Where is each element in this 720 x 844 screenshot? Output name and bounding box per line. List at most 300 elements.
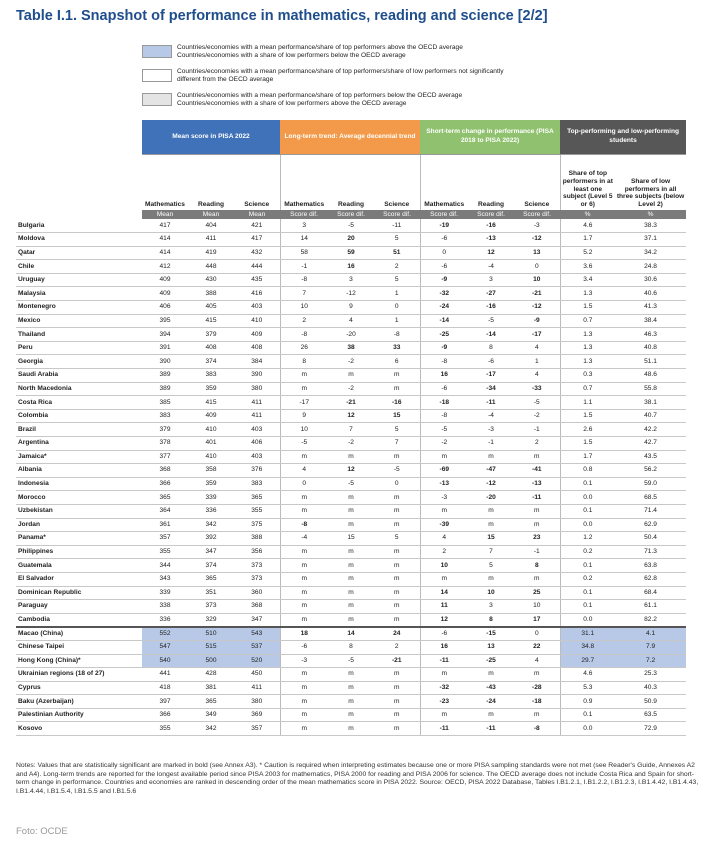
country-name: Colombia [16, 409, 142, 423]
legend [142, 44, 544, 116]
table-cell: 12 [328, 409, 374, 423]
table-cell: m [328, 695, 374, 709]
table-cell: 11 [420, 600, 468, 614]
table-cell: 0.1 [560, 708, 615, 722]
table-cell: 435 [234, 273, 280, 287]
table-cell: 419 [188, 246, 234, 260]
table-cell: 2 [514, 437, 560, 451]
table-cell: -9 [420, 341, 468, 355]
table-cell: m [328, 545, 374, 559]
table-cell: -20 [468, 491, 514, 505]
table-cell: m [374, 450, 420, 464]
unit-label: Score dif. [420, 210, 468, 219]
table-cell: 43.5 [615, 450, 686, 464]
table-cell: 410 [188, 423, 234, 437]
table-cell: 1 [514, 355, 560, 369]
table-cell: 40.8 [615, 341, 686, 355]
table-cell: 1.2 [560, 532, 615, 546]
table-cell: m [328, 600, 374, 614]
table-cell: 412 [142, 260, 188, 274]
table-cell: -2 [328, 437, 374, 451]
table-cell: 374 [188, 355, 234, 369]
table-cell: 14 [328, 627, 374, 641]
table-cell: 366 [142, 477, 188, 491]
table-cell: 4 [280, 464, 328, 478]
table-cell: -25 [468, 654, 514, 668]
country-name: Jamaica* [16, 450, 142, 464]
table-cell: -16 [468, 301, 514, 315]
table-cell: m [374, 586, 420, 600]
table-cell: 24 [374, 627, 420, 641]
table-cell: m [374, 559, 420, 573]
table-cell: 4 [514, 654, 560, 668]
table-cell: 13 [514, 246, 560, 260]
table-cell: 408 [188, 341, 234, 355]
table-cell: 411 [234, 396, 280, 410]
country-name: Qatar [16, 246, 142, 260]
table-cell: 383 [234, 477, 280, 491]
table-cell: 520 [234, 654, 280, 668]
table-cell: 365 [188, 695, 234, 709]
table-cell: m [374, 722, 420, 736]
table-cell: m [280, 722, 328, 736]
table-row [16, 314, 686, 328]
table-cell: m [328, 722, 374, 736]
table-row [16, 260, 686, 274]
table-cell: 4 [514, 369, 560, 383]
table-cell: 366 [142, 708, 188, 722]
table-cell: 4.1 [615, 627, 686, 641]
country-name: North Macedonia [16, 382, 142, 396]
table-cell: -17 [468, 369, 514, 383]
table-cell: 1.3 [560, 355, 615, 369]
table-cell: 4 [420, 532, 468, 546]
table-cell: 59 [328, 246, 374, 260]
table-cell: 401 [188, 437, 234, 451]
table-cell: -13 [420, 477, 468, 491]
table-cell: -8 [420, 355, 468, 369]
table-cell: -3 [280, 654, 328, 668]
table-cell: -18 [514, 695, 560, 709]
table-cell: m [328, 518, 374, 532]
table-cell: m [374, 668, 420, 682]
table-cell: -33 [514, 382, 560, 396]
table-cell: m [468, 708, 514, 722]
table-cell: 2 [374, 260, 420, 274]
column-header: Science [374, 154, 420, 210]
table-cell: 365 [188, 572, 234, 586]
legend-item-below [142, 92, 544, 116]
table-cell: -5 [328, 219, 374, 233]
table-cell: 355 [142, 545, 188, 559]
table-cell: m [468, 572, 514, 586]
table-cell: 428 [188, 668, 234, 682]
table-cell: -8 [280, 518, 328, 532]
table-cell: 379 [188, 328, 234, 342]
table-cell: 1.3 [560, 328, 615, 342]
table-cell: 421 [234, 219, 280, 233]
country-name: Guatemala [16, 559, 142, 573]
table-cell: -13 [468, 233, 514, 247]
country-name: Uzbekistan [16, 504, 142, 518]
table-cell: 50.4 [615, 532, 686, 546]
table-cell: -32 [420, 287, 468, 301]
country-name: El Salvador [16, 572, 142, 586]
unit-label: % [615, 210, 686, 219]
table-cell: -6 [420, 233, 468, 247]
table-cell: 63.5 [615, 708, 686, 722]
table-row [16, 545, 686, 559]
column-header: Share of top performers in at least one subject (Level 5 or 6) [560, 154, 615, 210]
table-cell: -4 [280, 532, 328, 546]
table-cell: 40.3 [615, 681, 686, 695]
table-cell: 26 [280, 341, 328, 355]
table-cell: 15 [328, 532, 374, 546]
table-row [16, 355, 686, 369]
table-cell: 414 [142, 233, 188, 247]
legend-swatch-not-significant [142, 69, 172, 82]
table-cell: 394 [142, 328, 188, 342]
column-header: Mathematics [280, 154, 328, 210]
table-cell: 51.1 [615, 355, 686, 369]
table-cell: 351 [188, 586, 234, 600]
table-row [16, 396, 686, 410]
country-name: Baku (Azerbaijan) [16, 695, 142, 709]
table-cell: 383 [142, 409, 188, 423]
table-cell: 3 [280, 219, 328, 233]
table-cell: 392 [188, 532, 234, 546]
table-cell: 404 [188, 219, 234, 233]
unit-label: Score dif. [468, 210, 514, 219]
table-cell: 0.0 [560, 613, 615, 627]
table-cell: 409 [234, 328, 280, 342]
table-cell: 17 [514, 613, 560, 627]
table-cell: 71.4 [615, 504, 686, 518]
table-cell: 368 [234, 600, 280, 614]
table-cell: 355 [234, 504, 280, 518]
country-name: Bulgaria [16, 219, 142, 233]
legend-text-line: Countries/economies with a share of low performers above the OECD average [177, 100, 407, 108]
country-name: Macao (China) [16, 627, 142, 641]
table-cell: -9 [514, 314, 560, 328]
legend-swatch-below [142, 93, 172, 106]
table-cell: 50.9 [615, 695, 686, 709]
table-cell: 1.1 [560, 396, 615, 410]
table-cell: 432 [234, 246, 280, 260]
table-cell: m [280, 369, 328, 383]
table-cell: 71.3 [615, 545, 686, 559]
table-cell: -8 [280, 273, 328, 287]
table-cell: 51 [374, 246, 420, 260]
table-cell: -5 [328, 654, 374, 668]
table-cell: 373 [188, 600, 234, 614]
group-header-long-term-trend: Long-term trend: Average decennial trend [280, 120, 420, 154]
table-cell: 7 [468, 545, 514, 559]
table-cell: 7 [280, 287, 328, 301]
table-row [16, 586, 686, 600]
table-row [16, 301, 686, 315]
table-cell: m [280, 450, 328, 464]
table-cell: -8 [280, 328, 328, 342]
table-cell: 0 [280, 477, 328, 491]
table-cell: 59.0 [615, 477, 686, 491]
table-cell: 42.7 [615, 437, 686, 451]
table-cell: -2 [328, 355, 374, 369]
table-cell: m [280, 586, 328, 600]
table-cell: 389 [142, 382, 188, 396]
unit-label: Mean [234, 210, 280, 219]
table-cell: 9 [328, 301, 374, 315]
table-cell: 55.8 [615, 382, 686, 396]
table-cell: 430 [188, 273, 234, 287]
table-cell: m [328, 613, 374, 627]
table-cell: 34.2 [615, 246, 686, 260]
table-cell: 357 [142, 532, 188, 546]
table-cell: 2 [280, 314, 328, 328]
table-cell: 10 [280, 423, 328, 437]
table-cell: 408 [234, 341, 280, 355]
table-cell: 448 [188, 260, 234, 274]
table-row [16, 640, 686, 654]
table-cell: 397 [142, 695, 188, 709]
country-name: Uruguay [16, 273, 142, 287]
table-cell: 406 [234, 437, 280, 451]
table-notes: Notes: Values that are statistically significant are marked in bold (see Annex A3). * Caution is required when interpreting estimates because one or more PISA sampling standards were not met (see Reader's Guide, Annexes A2 and A4). Long-term trends are reported for the longest available period since PISA 2003 for mathematics, PISA 2000 for reading and PISA 2006 for science. The OECD average does not include Costa Rica and Spain for short-term change in performance. Countries and economies are ranked in descending order of the mean mathematics score in PISA 2022. Source: OECD, PISA 2022 Database, Tables I.B1.2.1, I.B1.2.2, I.B1.2.3, I.B1.4.42, I.B1.4.43, I.B1.4.44, I.B1.5.4, I.B1.5.5 and I.B1.5.6 [16, 762, 699, 795]
table-cell: m [374, 491, 420, 505]
table-cell: 9 [280, 409, 328, 423]
table-cell: 82.2 [615, 613, 686, 627]
table-cell: -6 [420, 260, 468, 274]
table-cell: -11 [468, 722, 514, 736]
table-cell: -3 [420, 491, 468, 505]
table-cell: -6 [420, 382, 468, 396]
table-cell: 1.5 [560, 409, 615, 423]
table-cell: 72.9 [615, 722, 686, 736]
table-cell: 450 [234, 668, 280, 682]
table-cell: -21 [374, 654, 420, 668]
table-row [16, 532, 686, 546]
country-name: Cambodia [16, 613, 142, 627]
table-cell: 0.8 [560, 464, 615, 478]
table-cell: -12 [328, 287, 374, 301]
table-cell: 12 [468, 246, 514, 260]
table-cell: 18 [280, 627, 328, 641]
table-cell: m [280, 600, 328, 614]
table-row [16, 369, 686, 383]
table-cell: -11 [374, 219, 420, 233]
table-cell: 355 [142, 722, 188, 736]
table-cell: 22 [514, 640, 560, 654]
table-cell: -24 [420, 301, 468, 315]
column-header: Science [234, 154, 280, 210]
table-row [16, 600, 686, 614]
table-cell: 38.3 [615, 219, 686, 233]
table-row [16, 477, 686, 491]
table-cell: -1 [514, 423, 560, 437]
table-cell: 339 [188, 491, 234, 505]
table-cell: m [328, 369, 374, 383]
table-cell: m [374, 695, 420, 709]
table-cell: m [514, 518, 560, 532]
table-cell: -17 [280, 396, 328, 410]
table-cell: -6 [280, 640, 328, 654]
table-cell: 329 [188, 613, 234, 627]
table-cell: 16 [328, 260, 374, 274]
table-cell: 409 [142, 287, 188, 301]
table-cell: -14 [468, 328, 514, 342]
table-cell: m [328, 708, 374, 722]
table-cell: 3 [328, 273, 374, 287]
table-cell: 62.9 [615, 518, 686, 532]
table-cell: -21 [328, 396, 374, 410]
table-cell: 403 [234, 450, 280, 464]
table-cell: 369 [234, 708, 280, 722]
table-cell: 365 [234, 491, 280, 505]
table-cell: 417 [142, 219, 188, 233]
table-cell: m [514, 668, 560, 682]
table-cell: m [328, 491, 374, 505]
table-cell: 338 [142, 600, 188, 614]
table-cell: -41 [514, 464, 560, 478]
table-cell: m [280, 695, 328, 709]
column-header: Reading [468, 154, 514, 210]
unit-label: Score dif. [374, 210, 420, 219]
table-cell: 390 [234, 369, 280, 383]
table-cell: 381 [188, 681, 234, 695]
table-cell: 62.8 [615, 572, 686, 586]
table-row [16, 559, 686, 573]
table-cell: -6 [420, 627, 468, 641]
column-header: Science [514, 154, 560, 210]
table-cell: 15 [374, 409, 420, 423]
table-cell: 376 [234, 464, 280, 478]
table-cell: 0.1 [560, 504, 615, 518]
table-cell: 359 [188, 382, 234, 396]
table-cell: m [420, 504, 468, 518]
table-cell: 383 [188, 369, 234, 383]
table-cell: 552 [142, 627, 188, 641]
table-cell: -21 [514, 287, 560, 301]
table-cell: 347 [234, 613, 280, 627]
table-row [16, 518, 686, 532]
table-cell: m [280, 708, 328, 722]
table-cell: 12 [420, 613, 468, 627]
table-cell: 8 [280, 355, 328, 369]
table-row [16, 464, 686, 478]
table-cell: 411 [234, 409, 280, 423]
table-cell: 2.6 [560, 423, 615, 437]
table-cell: m [328, 586, 374, 600]
table-cell: -8 [374, 328, 420, 342]
table-cell: m [280, 491, 328, 505]
table-cell: 34.8 [560, 640, 615, 654]
table-cell: -12 [514, 233, 560, 247]
table-cell: 1 [374, 314, 420, 328]
table-cell: m [280, 613, 328, 627]
table-cell: -15 [468, 627, 514, 641]
table-cell: 385 [142, 396, 188, 410]
table-cell: 364 [142, 504, 188, 518]
table-cell: 40.6 [615, 287, 686, 301]
table-cell: -23 [420, 695, 468, 709]
table-row [16, 695, 686, 709]
table-cell: -11 [420, 654, 468, 668]
table-cell: 24.8 [615, 260, 686, 274]
table-cell: 10 [280, 301, 328, 315]
table-cell: 5 [374, 273, 420, 287]
table-cell: -16 [468, 219, 514, 233]
table-cell: 415 [188, 314, 234, 328]
table-cell: 8 [328, 640, 374, 654]
legend-item-not-significant [142, 68, 544, 92]
table-cell: 10 [420, 559, 468, 573]
table-cell: 444 [234, 260, 280, 274]
table-cell: 1.7 [560, 450, 615, 464]
table-cell: 379 [142, 423, 188, 437]
country-name: Paraguay [16, 600, 142, 614]
table-cell: m [468, 504, 514, 518]
table-cell: 0 [514, 627, 560, 641]
country-name: Chinese Taipei [16, 640, 142, 654]
table-cell: 40.7 [615, 409, 686, 423]
table-cell: 0.1 [560, 600, 615, 614]
table-row [16, 654, 686, 668]
legend-text-line: Countries/economies with a mean performance/share of top performers above the OECD average [177, 44, 463, 51]
table-cell: -5 [420, 423, 468, 437]
country-name: Costa Rica [16, 396, 142, 410]
table-cell: 1.7 [560, 233, 615, 247]
table-row [16, 681, 686, 695]
table-cell: 10 [514, 600, 560, 614]
table-cell: 356 [234, 545, 280, 559]
table-cell: 388 [234, 532, 280, 546]
table-cell: 360 [234, 586, 280, 600]
table-cell: -5 [468, 314, 514, 328]
country-name: Cyprus [16, 681, 142, 695]
table-cell: -28 [514, 681, 560, 695]
table-cell: 1.5 [560, 437, 615, 451]
table-cell: -5 [514, 396, 560, 410]
table-cell: 418 [142, 681, 188, 695]
table-cell: 38 [328, 341, 374, 355]
table-cell: m [280, 559, 328, 573]
table-cell: m [468, 668, 514, 682]
country-name: Indonesia [16, 477, 142, 491]
table-cell: -11 [420, 722, 468, 736]
country-name: Argentina [16, 437, 142, 451]
table-cell: 415 [188, 396, 234, 410]
table-row [16, 722, 686, 736]
legend-item-above [142, 44, 544, 68]
table-cell: 12 [328, 464, 374, 478]
group-header-mean-score: Mean score in PISA 2022 [142, 120, 280, 154]
legend-swatch-above [142, 45, 172, 58]
table-cell: 23 [514, 532, 560, 546]
country-name: Malaysia [16, 287, 142, 301]
table-cell: -11 [468, 396, 514, 410]
table-cell: 0.1 [560, 477, 615, 491]
table-cell: m [374, 613, 420, 627]
table-cell: 342 [188, 722, 234, 736]
table-cell: 16 [420, 640, 468, 654]
table-cell: 4 [328, 314, 374, 328]
table-cell: m [374, 545, 420, 559]
table-cell: 0.3 [560, 369, 615, 383]
table-cell: -18 [420, 396, 468, 410]
table-cell: 0 [374, 477, 420, 491]
table-cell: 378 [142, 437, 188, 451]
table-row [16, 627, 686, 641]
